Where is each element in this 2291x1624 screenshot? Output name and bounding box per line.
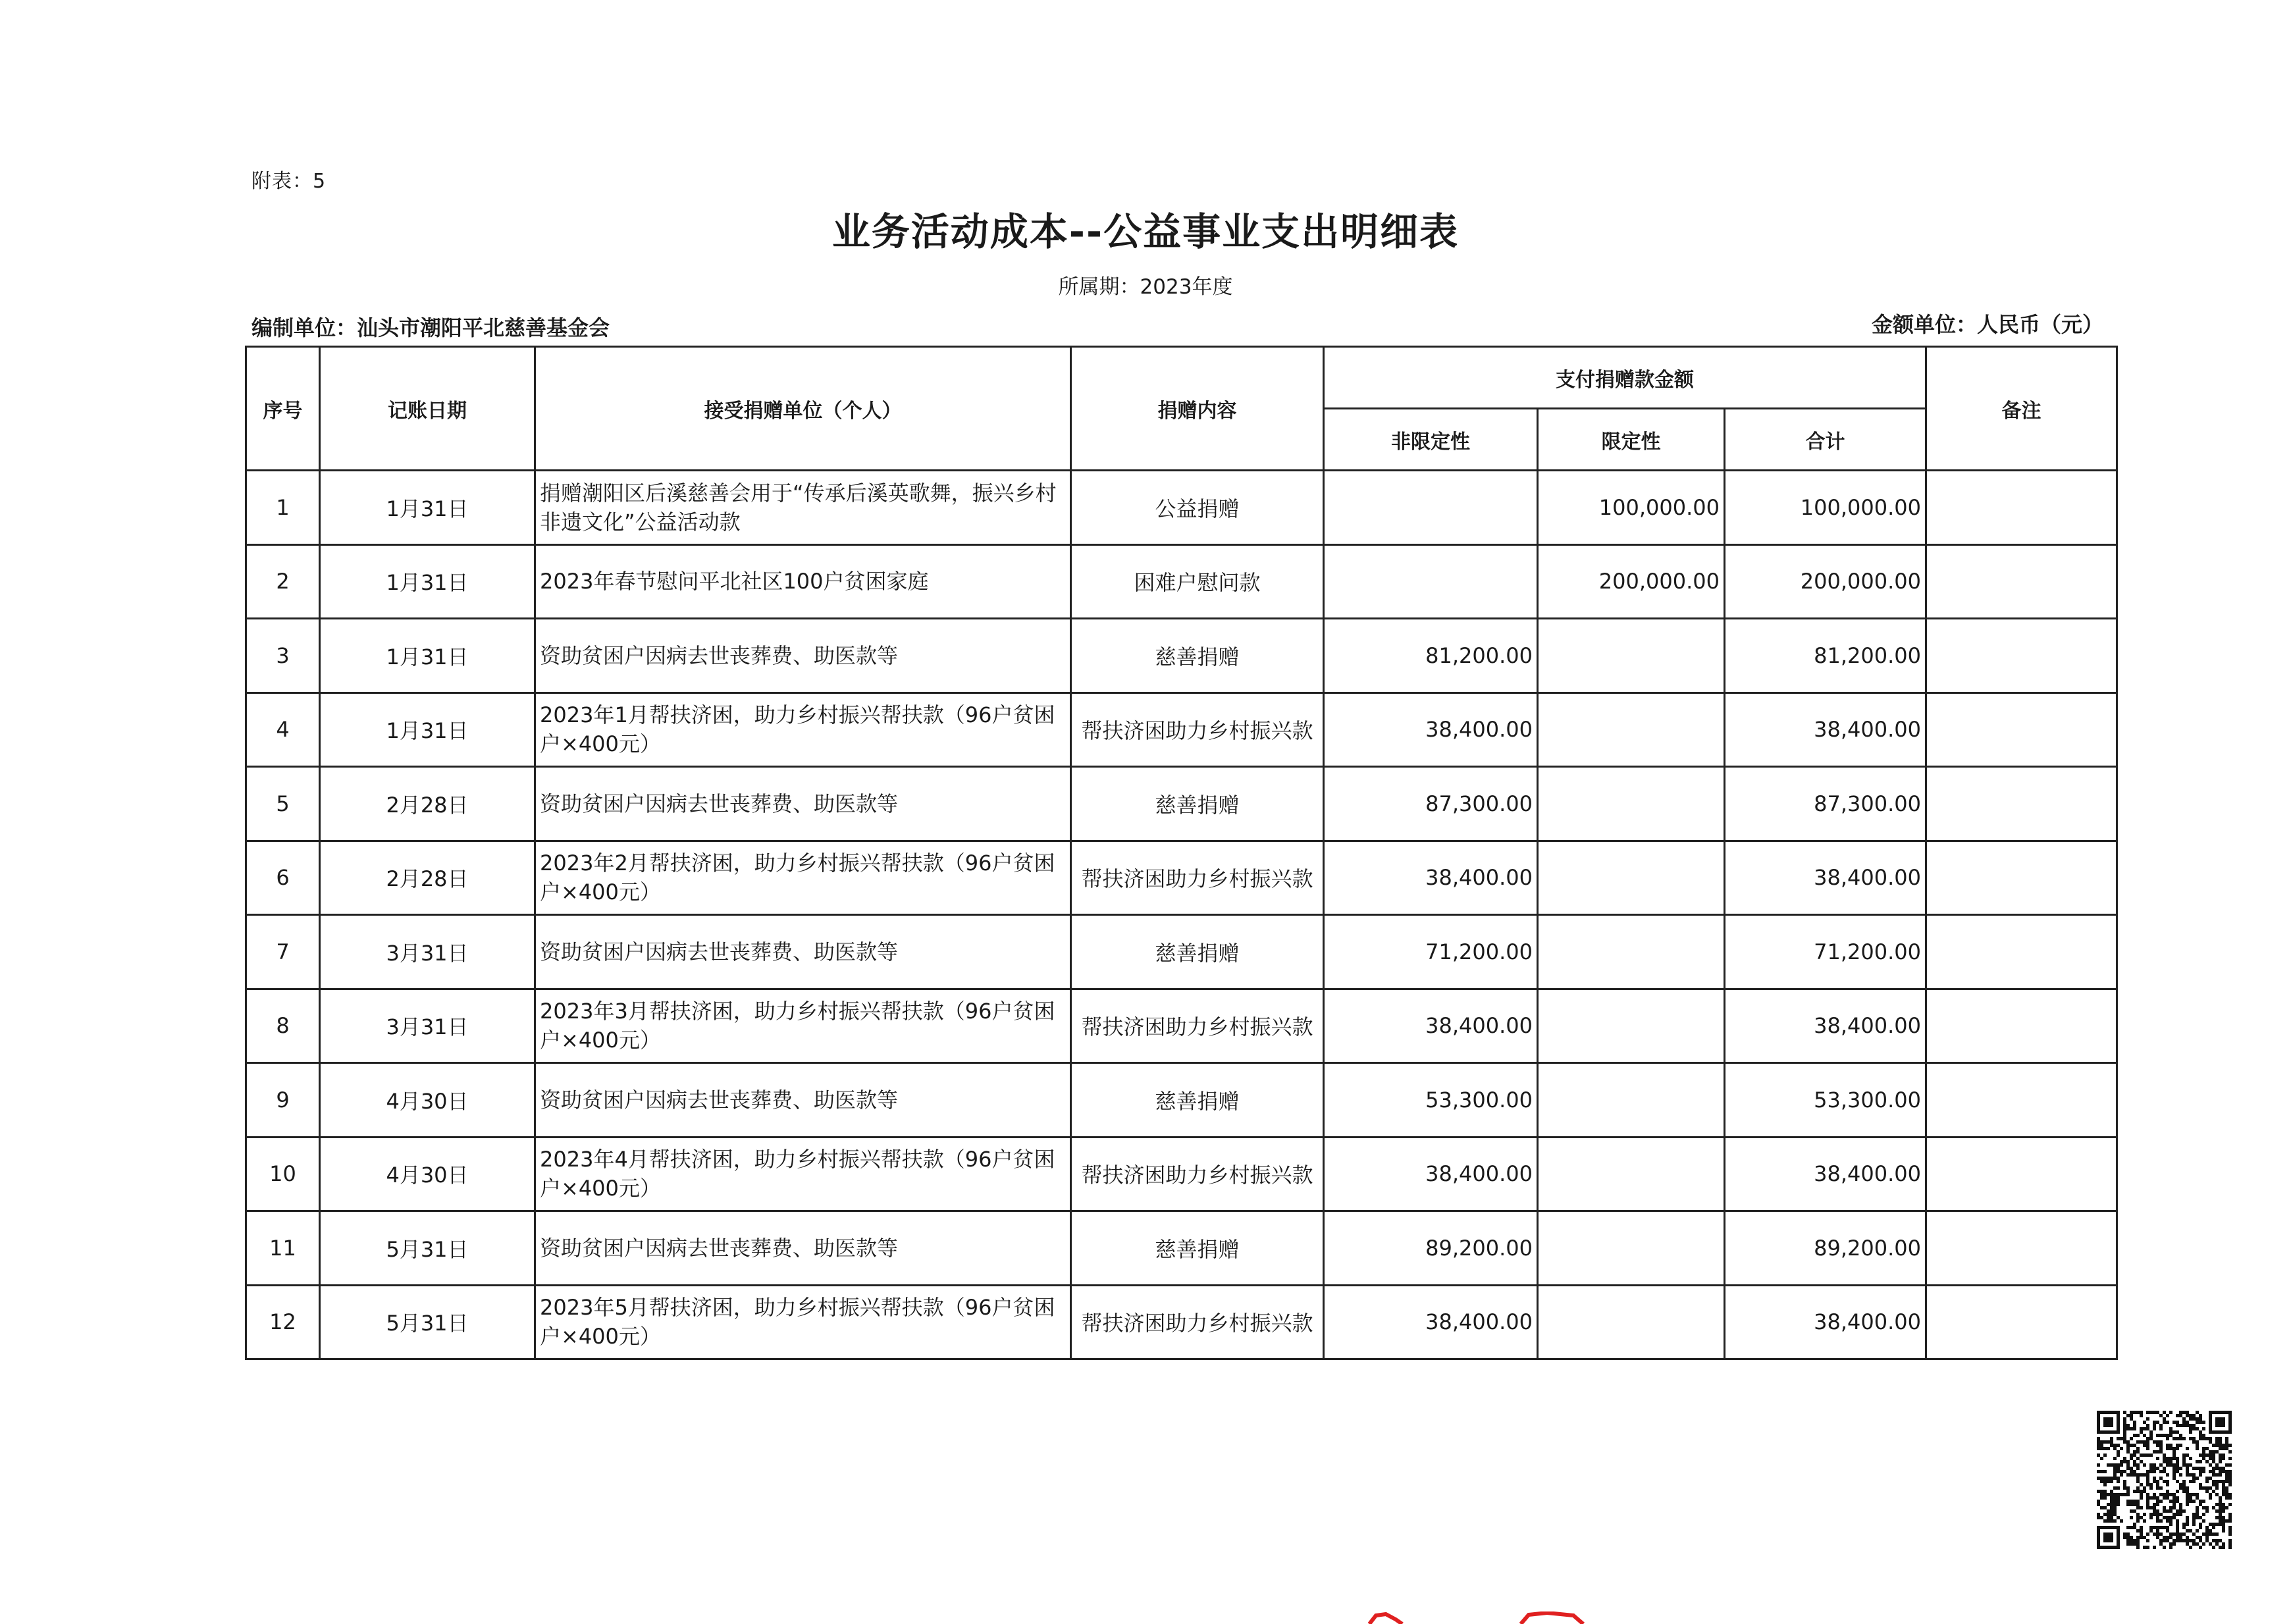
cell-seq: 6	[246, 841, 320, 915]
cell-note	[1926, 1137, 2117, 1211]
cell-recipient: 2023年5月帮扶济困，助力乡村振兴帮扶款（96户贫困户×400元）	[535, 1285, 1071, 1359]
cell-seq: 12	[246, 1285, 320, 1359]
cell-recipient: 2023年4月帮扶济困，助力乡村振兴帮扶款（96户贫困户×400元）	[535, 1137, 1071, 1211]
red-stamp-fragment	[1356, 1611, 1633, 1624]
cell-date: 1月31日	[320, 619, 535, 693]
header-total: 合计	[1725, 409, 1926, 471]
cell-content: 帮扶济困助力乡村振兴款	[1071, 1285, 1324, 1359]
cell-total: 53,300.00	[1725, 1063, 1926, 1138]
cell-unrestricted: 81,200.00	[1324, 619, 1538, 693]
cell-restricted	[1538, 1211, 1725, 1286]
cell-content: 慈善捐赠	[1071, 767, 1324, 841]
cell-seq: 1	[246, 471, 320, 545]
reporting-period: 所属期：2023年度	[1058, 275, 1233, 299]
header-recipient: 接受捐赠单位（个人）	[535, 347, 1071, 471]
cell-date: 5月31日	[320, 1211, 535, 1286]
cell-note	[1926, 841, 2117, 915]
table-row	[246, 1137, 2117, 1211]
cell-content: 困难户慰问款	[1071, 544, 1324, 619]
cell-content: 慈善捐赠	[1071, 1211, 1324, 1286]
cell-total: 89,200.00	[1725, 1211, 1926, 1286]
cell-seq: 10	[246, 1137, 320, 1211]
cell-recipient: 资助贫困户因病去世丧葬费、助医款等	[535, 1211, 1071, 1286]
cell-date: 4月30日	[320, 1137, 535, 1211]
cell-total: 200,000.00	[1725, 544, 1926, 619]
cell-restricted	[1538, 619, 1725, 693]
header-seq: 序号	[246, 347, 320, 471]
cell-seq: 9	[246, 1063, 320, 1138]
cell-total: 87,300.00	[1725, 767, 1926, 841]
cell-seq: 2	[246, 544, 320, 619]
cell-note	[1926, 1285, 2117, 1359]
cell-total: 38,400.00	[1725, 1137, 1926, 1211]
cell-recipient: 捐赠潮阳区后溪慈善会用于“传承后溪英歌舞，振兴乡村非遗文化”公益活动款	[535, 471, 1071, 545]
cell-restricted	[1538, 767, 1725, 841]
header-restricted: 限定性	[1538, 409, 1725, 471]
header-content: 捐赠内容	[1071, 347, 1324, 471]
cell-unrestricted	[1324, 471, 1538, 545]
table-row	[246, 989, 2117, 1063]
cell-note	[1926, 471, 2117, 545]
cell-recipient: 资助贫困户因病去世丧葬费、助医款等	[535, 767, 1071, 841]
cell-restricted	[1538, 841, 1725, 915]
page-title: 业务活动成本--公益事业支出明细表	[831, 209, 1460, 254]
header-date: 记账日期	[320, 347, 535, 471]
cell-note	[1926, 544, 2117, 619]
cell-date: 4月30日	[320, 1063, 535, 1138]
cell-content: 慈善捐赠	[1071, 619, 1324, 693]
cell-unrestricted: 71,200.00	[1324, 915, 1538, 989]
cell-content: 帮扶济困助力乡村振兴款	[1071, 1137, 1324, 1211]
cell-seq: 8	[246, 989, 320, 1063]
cell-recipient: 2023年春节慰问平北社区100户贫困家庭	[535, 544, 1071, 619]
cell-note	[1926, 1211, 2117, 1286]
table-row	[246, 544, 2117, 619]
cell-recipient: 资助贫困户因病去世丧葬费、助医款等	[535, 619, 1071, 693]
stamp-stroke-right	[1521, 1613, 1583, 1624]
annex-label: 附表：5	[251, 170, 327, 193]
cell-date: 5月31日	[320, 1285, 535, 1359]
cell-unrestricted: 38,400.00	[1324, 841, 1538, 915]
cell-note	[1926, 1063, 2117, 1138]
cell-total: 100,000.00	[1725, 471, 1926, 545]
preparing-unit: 编制单位：汕头市潮阳平北慈善基金会	[251, 315, 610, 340]
cell-total: 38,400.00	[1725, 1285, 1926, 1359]
cell-unrestricted: 38,400.00	[1324, 693, 1538, 767]
cell-content: 慈善捐赠	[1071, 915, 1324, 989]
table-row	[246, 1211, 2117, 1286]
cell-restricted: 100,000.00	[1538, 471, 1725, 545]
cell-restricted	[1538, 1063, 1725, 1138]
cell-restricted	[1538, 1137, 1725, 1211]
cell-unrestricted	[1324, 544, 1538, 619]
table-row	[246, 915, 2117, 989]
qr-code-icon[interactable]	[2097, 1411, 2232, 1549]
cell-date: 1月31日	[320, 693, 535, 767]
cell-note	[1926, 989, 2117, 1063]
table-row	[246, 767, 2117, 841]
cell-seq: 5	[246, 767, 320, 841]
cell-seq: 4	[246, 693, 320, 767]
cell-total: 38,400.00	[1725, 693, 1926, 767]
cell-recipient: 资助贫困户因病去世丧葬费、助医款等	[535, 915, 1071, 989]
cell-recipient: 2023年2月帮扶济困，助力乡村振兴帮扶款（96户贫困户×400元）	[535, 841, 1071, 915]
header-unrestricted: 非限定性	[1324, 409, 1538, 471]
cell-note	[1926, 693, 2117, 767]
table-row	[246, 1063, 2117, 1138]
cell-restricted	[1538, 693, 1725, 767]
table-row	[246, 693, 2117, 767]
table-row	[246, 619, 2117, 693]
cell-recipient: 2023年3月帮扶济困，助力乡村振兴帮扶款（96户贫困户×400元）	[535, 989, 1071, 1063]
header-amount-group: 支付捐赠款金额	[1324, 347, 1926, 409]
cell-content: 帮扶济困助力乡村振兴款	[1071, 989, 1324, 1063]
cell-date: 2月28日	[320, 841, 535, 915]
cell-note	[1926, 767, 2117, 841]
table-header-row	[246, 347, 2117, 409]
header-note: 备注	[1926, 347, 2117, 471]
currency-unit: 金额单位：人民币（元）	[1871, 312, 2103, 337]
cell-unrestricted: 87,300.00	[1324, 767, 1538, 841]
cell-seq: 7	[246, 915, 320, 989]
cell-content: 慈善捐赠	[1071, 1063, 1324, 1138]
table-row	[246, 471, 2117, 545]
cell-recipient: 资助贫困户因病去世丧葬费、助医款等	[535, 1063, 1071, 1138]
cell-date: 1月31日	[320, 471, 535, 545]
cell-note	[1926, 619, 2117, 693]
cell-recipient: 2023年1月帮扶济困，助力乡村振兴帮扶款（96户贫困户×400元）	[535, 693, 1071, 767]
cell-unrestricted: 38,400.00	[1324, 1137, 1538, 1211]
stamp-stroke-left	[1369, 1614, 1402, 1624]
cell-note	[1926, 915, 2117, 989]
cell-date: 3月31日	[320, 989, 535, 1063]
cell-total: 38,400.00	[1725, 989, 1926, 1063]
cell-seq: 3	[246, 619, 320, 693]
table-row	[246, 1285, 2117, 1359]
cell-restricted	[1538, 1285, 1725, 1359]
cell-restricted: 200,000.00	[1538, 544, 1725, 619]
cell-unrestricted: 89,200.00	[1324, 1211, 1538, 1286]
cell-total: 81,200.00	[1725, 619, 1926, 693]
cell-content: 公益捐赠	[1071, 471, 1324, 545]
cell-restricted	[1538, 915, 1725, 989]
cell-unrestricted: 38,400.00	[1324, 1285, 1538, 1359]
cell-date: 3月31日	[320, 915, 535, 989]
cell-unrestricted: 38,400.00	[1324, 989, 1538, 1063]
cell-date: 2月28日	[320, 767, 535, 841]
cell-total: 38,400.00	[1725, 841, 1926, 915]
cell-content: 帮扶济困助力乡村振兴款	[1071, 841, 1324, 915]
cell-seq: 11	[246, 1211, 320, 1286]
cell-content: 帮扶济困助力乡村振兴款	[1071, 693, 1324, 767]
cell-total: 71,200.00	[1725, 915, 1926, 989]
cell-restricted	[1538, 989, 1725, 1063]
expense-detail-table	[245, 346, 2118, 1360]
cell-unrestricted: 53,300.00	[1324, 1063, 1538, 1138]
cell-date: 1月31日	[320, 544, 535, 619]
table-row	[246, 841, 2117, 915]
